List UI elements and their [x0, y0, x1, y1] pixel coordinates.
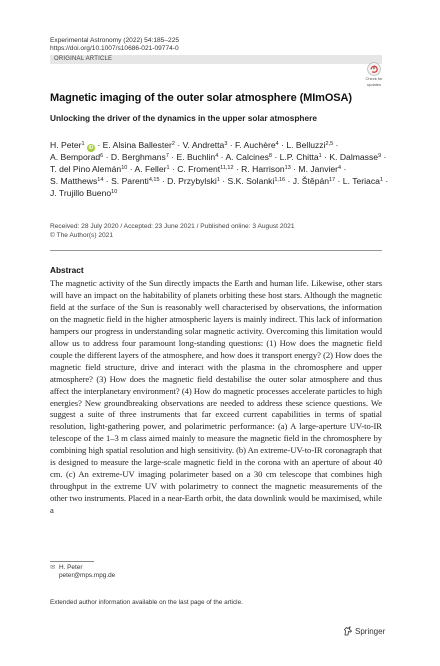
abstract-heading: Abstract: [50, 265, 84, 275]
author-affiliation: 1,16: [274, 176, 286, 183]
author-affiliation: 2: [171, 141, 175, 147]
publisher-logo: [343, 626, 385, 639]
author-name[interactable]: [50, 188, 117, 198]
check-updates-icon: [367, 62, 381, 76]
author-separator: ·: [218, 152, 226, 162]
author-affiliation: 10: [111, 188, 118, 195]
dates-line: Received: 28 July 2020 / Accepted: 23 June 2021 / Published online: 3 August 2021: [50, 223, 295, 230]
author-name[interactable]: [329, 152, 381, 162]
author-text: L.P. Chitta: [279, 152, 319, 162]
author-affiliation: 1: [166, 164, 170, 171]
author-affiliation: 1: [379, 176, 383, 183]
author-affiliation: 6: [100, 153, 104, 159]
author-separator: ·: [169, 163, 178, 174]
author-name[interactable]: [286, 140, 333, 150]
author-name[interactable]: [111, 176, 159, 186]
author-text: J. Trujillo Bueno: [50, 187, 112, 198]
publication-dates: [50, 223, 295, 240]
author-text: E. Alsina Ballester: [102, 140, 172, 150]
contact-email[interactable]: peter@mps.mpg.de: [59, 572, 116, 579]
author-affiliation: 4: [215, 153, 219, 159]
author-affiliation: 2,5: [325, 141, 334, 147]
author-name[interactable]: [298, 164, 341, 174]
author-separator: ·: [290, 163, 299, 174]
author-affiliation: 7: [165, 153, 169, 159]
author-separator: ·: [103, 175, 112, 186]
author-text: D. Berghmans: [110, 152, 166, 162]
article-type-badge: ORIGINAL ARTICLE: [50, 55, 382, 64]
check-updates-line2: updates: [366, 81, 382, 87]
author-list: [50, 140, 390, 200]
author-text: H. Peter: [50, 140, 82, 150]
author-separator: ·: [285, 175, 293, 186]
author-name[interactable]: [183, 140, 228, 150]
author-name[interactable]: [103, 140, 175, 150]
author-text: L. Teriaca: [342, 175, 380, 186]
author-affiliation: 8: [268, 153, 272, 159]
author-affiliation: 1: [216, 176, 220, 183]
author-name[interactable]: [134, 164, 169, 174]
journal-citation: Experimental Astronomy (2022) 54:185–225: [50, 37, 180, 44]
author-affiliation: 14: [97, 176, 104, 183]
footnote-divider: [50, 561, 94, 562]
author-name[interactable]: [293, 176, 335, 186]
author-separator: ·: [227, 140, 236, 150]
author-text: J. Štěpán: [292, 175, 330, 186]
article-subtitle: Unlocking the driver of the dynamics in the upper solar atmosphere: [50, 113, 317, 123]
author-separator: ·: [127, 163, 135, 174]
author-separator: ·: [219, 175, 228, 186]
author-separator: ·: [174, 140, 183, 150]
orcid-icon[interactable]: iD: [88, 145, 94, 151]
abstract-text: The magnetic activity of the Sun directly impacts the Earth and human life. Likewise, other stars will have an impact on the habitability of planets orbiting these host stars. Although the magnetic field at the surface of the Sun is reasonably well characterised by observations, the information on the magnetic field in the higher atmospheric layers is mainly indirect. This lack of information hampers our progress in understanding solar magnetic activity. Overcoming this limitation would allow us to address four paramount long-standing questions: (1) How does the magnetic field couple the different layers of the atmosphere, and how does it transport energy? (2) How does the magnetic field structure, drive and interact with the plasma in the chromosphere and upper atmosphere? (3) How does the magnetic field destabilise the outer solar atmosphere and thus affect the interplanetary environment? (4) How do magnetic processes accelerate particles to high energies? New groundbreaking observations are needed to address these science questions. We suggest a suite of three instruments that far exceed current capabilities in terms of spatial resolution, light-gathering power, and polarimetric performance: (a) A large-aperture UV-to-IR telescope of the 1–3 m class aimed mainly to measure the magnetic field in the chromosphere by combining high spatial resolution and high sensitivity. (b) An extreme-UV-to-IR coronagraph that is designed to measure the large-scale magnetic field in the corona with an aperture of about 40 cm. (c) An extreme-UV imaging polarimeter based on a 30 cm telescope that combines high throughput in the extreme UV with polarimetry to connect the magnetic measurements of the other two instruments. Placed in a near-Earth orbit, the data downlink would be maximised, while a: [50, 278, 382, 516]
author-affiliation: 13: [284, 164, 291, 171]
author-separator: ·: [271, 152, 280, 162]
author-text: K. Dalmasse: [329, 152, 379, 162]
author-separator: ·: [94, 140, 103, 150]
author-separator: ·: [333, 140, 339, 150]
author-name[interactable]: [50, 152, 103, 162]
envelope-icon: ✉: [50, 564, 56, 571]
author-name[interactable]: [280, 152, 322, 162]
author-affiliation: 9: [378, 153, 382, 159]
author-text: T. del Pino Alemán: [50, 163, 122, 174]
author-affiliation: 17: [329, 176, 336, 183]
author-text: V. Andretta: [182, 140, 225, 150]
author-text: S. Matthews: [50, 175, 98, 186]
author-text: D. Przybylski: [167, 175, 217, 186]
author-text: A. Feller: [134, 163, 167, 174]
author-text: A. Calcines: [225, 152, 269, 162]
publisher-name: Springer: [355, 627, 386, 636]
check-updates-line1: Check for: [365, 76, 383, 81]
section-divider: [50, 250, 382, 251]
author-affiliation: 4,15: [148, 176, 160, 183]
author-name[interactable]: [50, 164, 127, 174]
author-affiliation: 4: [275, 141, 279, 147]
contact-name: H. Peter: [59, 564, 83, 571]
check-for-updates-button[interactable]: [362, 62, 386, 90]
author-separator: ·: [278, 140, 287, 150]
author-separator: ·: [381, 152, 387, 162]
author-separator: ·: [159, 175, 168, 186]
author-text: R. Harrison: [241, 163, 285, 174]
doi-link[interactable]: https://doi.org/10.1007/s10686-021-09774-0: [50, 45, 179, 52]
author-affiliation: 10: [121, 164, 128, 171]
author-separator: ·: [335, 175, 343, 186]
author-name[interactable]: [343, 176, 383, 186]
author-name[interactable]: [225, 152, 272, 162]
author-name[interactable]: [167, 176, 220, 186]
corresponding-author: [50, 564, 115, 580]
author-name[interactable]: [228, 176, 286, 186]
author-text: F. Auchère: [235, 140, 276, 150]
author-affiliation: 1: [81, 141, 85, 147]
author-affiliation: 1: [318, 153, 322, 159]
article-title: Magnetic imaging of the outer solar atmosphere (MImOSA): [50, 92, 352, 104]
author-affiliation: 11,12: [220, 164, 234, 171]
author-text: L. Belluzzi: [286, 140, 326, 150]
author-name[interactable]: [177, 164, 233, 174]
author-text: C. Froment: [177, 163, 221, 174]
author-name[interactable]: [177, 152, 219, 162]
copyright-line: © The Author(s) 2021: [50, 231, 114, 239]
author-separator: ·: [103, 152, 111, 162]
author-name[interactable]: [50, 176, 103, 186]
author-text: S.K. Solanki: [227, 175, 275, 186]
author-name[interactable]: [241, 164, 291, 174]
author-name[interactable]: [235, 140, 279, 150]
author-affiliation: 4: [338, 164, 342, 171]
extended-author-info: Extended author information available on the last page of the article.: [50, 599, 243, 606]
author-name[interactable]: [111, 152, 169, 162]
author-name[interactable]: [50, 140, 95, 150]
author-separator: ·: [321, 152, 330, 162]
author-affiliation: 3: [224, 141, 228, 147]
author-separator: ·: [382, 175, 389, 186]
author-text: S. Parenti: [111, 175, 149, 186]
springer-horse-icon: [343, 626, 353, 639]
author-separator: ·: [233, 163, 242, 174]
author-separator: ·: [341, 163, 347, 174]
author-text: A. Bemporad: [50, 152, 101, 162]
author-text: M. Janvier: [298, 163, 339, 174]
author-separator: ·: [168, 152, 177, 162]
author-text: E. Buchlin: [176, 152, 216, 162]
